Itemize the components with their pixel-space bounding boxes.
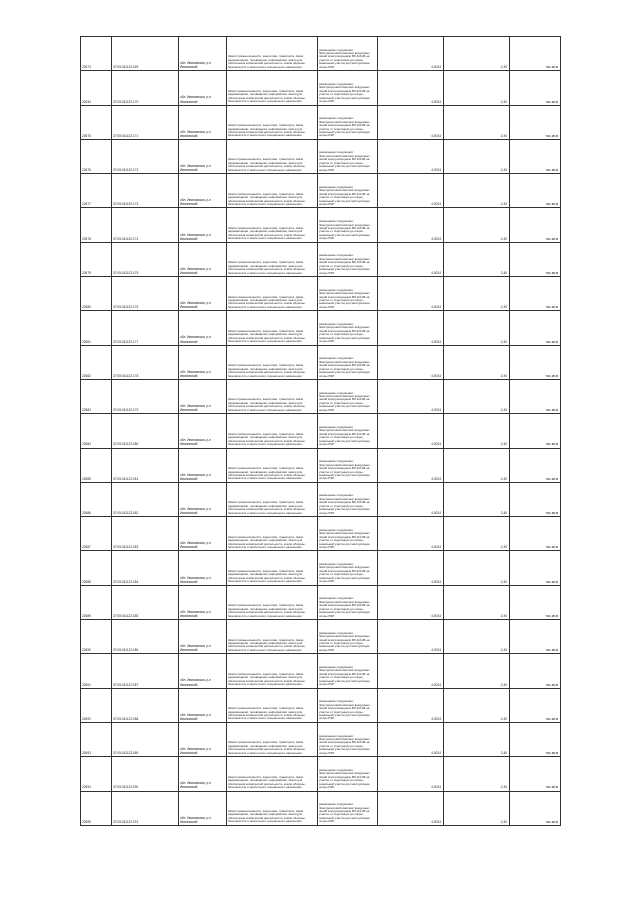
- row-number-cell: 22687: [81, 517, 112, 551]
- unit-cell: тыс.кв.м: [510, 517, 561, 551]
- land-category-cell: Земли промышленности, энергетики, транспорта, связи, радиовещания, телевидения, информатики, земли для обеспечения космической деятельности, земли обороны, безопасности и земли иного специального назначения: [227, 379, 318, 413]
- value-cell: 2,40: [444, 277, 510, 311]
- table-row: [81, 345, 561, 379]
- unit-cell: тыс.кв.м: [510, 174, 561, 208]
- value-cell: 2,40: [444, 208, 510, 242]
- cadastral-number-cell: 37:05:011122:176: [112, 277, 179, 311]
- land-category-cell: Земли промышленности, энергетики, транспорта, связи, радиовещания, телевидения, информатики, земли для обеспечения космической деятельности, земли обороны, безопасности и земли иного специального назначения: [227, 242, 318, 276]
- unit-cell: тыс.кв.м: [510, 551, 561, 585]
- row-number-cell: 22691: [81, 654, 112, 688]
- land-category-cell: Земли промышленности, энергетики, транспорта, связи, радиовещания, телевидения, информатики, земли для обеспечения космической деятельности, земли обороны, безопасности и земли иного специального назначения: [227, 654, 318, 688]
- row-number-cell: 22683: [81, 379, 112, 413]
- address-cell: обл. Ивановская, р-н Ивановский: [179, 105, 227, 139]
- address-cell: обл. Ивановская, р-н Ивановский: [179, 71, 227, 105]
- area-cell: 4,0024: [378, 791, 444, 825]
- permitted-use-cell: размещение сооружения: Электросетевой комплекс воздушных линий электропередачи ВЛ-110 кВ на участке от подстанции до опоры, земельный участок для эксплуатации опоры ЛЭП: [318, 757, 378, 791]
- table-row: [81, 585, 561, 619]
- cadastral-number-cell: 37:05:011122:191: [112, 791, 179, 825]
- permitted-use-cell: размещение сооружения: Электросетевой комплекс воздушных линий электропередачи ВЛ-110 кВ на участке от подстанции до опоры, земельный участок для эксплуатации опоры ЛЭП: [318, 105, 378, 139]
- cadastral-number-cell: 37:05:011122:183: [112, 517, 179, 551]
- address-cell: обл. Ивановская, р-н Ивановский: [179, 379, 227, 413]
- cadastral-number-cell: 37:05:011122:173: [112, 174, 179, 208]
- land-category-cell: Земли промышленности, энергетики, транспорта, связи, радиовещания, телевидения, информатики, земли для обеспечения космической деятельности, земли обороны, безопасности и земли иного специального назначения: [227, 277, 318, 311]
- table-row: [81, 722, 561, 756]
- area-cell: 4,0024: [378, 105, 444, 139]
- area-cell: 4,0024: [378, 722, 444, 756]
- value-cell: 2,40: [444, 722, 510, 756]
- unit-cell: тыс.кв.м: [510, 482, 561, 516]
- address-cell: обл. Ивановская, р-н Ивановский: [179, 585, 227, 619]
- address-cell: обл. Ивановская, р-н Ивановский: [179, 688, 227, 722]
- land-category-cell: Земли промышленности, энергетики, транспорта, связи, радиовещания, телевидения, информатики, земли для обеспечения космической деятельности, земли обороны, безопасности и земли иного специального назначения: [227, 722, 318, 756]
- address-cell: обл. Ивановская, р-н Ивановский: [179, 722, 227, 756]
- address-cell: обл. Ивановская, р-н Ивановский: [179, 517, 227, 551]
- area-cell: 4,0024: [378, 37, 444, 71]
- permitted-use-cell: размещение сооружения: Электросетевой комплекс воздушных линий электропередачи ВЛ-110 кВ на участке от подстанции до опоры, земельный участок для эксплуатации опоры ЛЭП: [318, 551, 378, 585]
- area-cell: 4,0024: [378, 551, 444, 585]
- value-cell: 2,40: [444, 105, 510, 139]
- area-cell: 4,0024: [378, 345, 444, 379]
- cadastral-number-cell: 37:05:011122:188: [112, 688, 179, 722]
- row-number-cell: 22678: [81, 208, 112, 242]
- address-cell: обл. Ивановская, р-н Ивановский: [179, 654, 227, 688]
- unit-cell: тыс.кв.м: [510, 722, 561, 756]
- unit-cell: тыс.кв.м: [510, 311, 561, 345]
- table-row: [81, 757, 561, 791]
- value-cell: 2,40: [444, 620, 510, 654]
- table-row: [81, 791, 561, 825]
- cadastral-number-cell: 37:05:011122:178: [112, 345, 179, 379]
- table-row: [81, 208, 561, 242]
- table-row: [81, 620, 561, 654]
- land-category-cell: Земли промышленности, энергетики, транспорта, связи, радиовещания, телевидения, информатики, земли для обеспечения космической деятельности, земли обороны, безопасности и земли иного специального назначения: [227, 482, 318, 516]
- value-cell: 2,40: [444, 551, 510, 585]
- value-cell: 2,40: [444, 688, 510, 722]
- cadastral-number-cell: 37:05:011122:190: [112, 757, 179, 791]
- value-cell: 2,40: [444, 242, 510, 276]
- table-row: [81, 551, 561, 585]
- row-number-cell: 22682: [81, 345, 112, 379]
- permitted-use-cell: размещение сооружения: Электросетевой комплекс воздушных линий электропередачи ВЛ-110 кВ на участке от подстанции до опоры, земельный участок для эксплуатации опоры ЛЭП: [318, 311, 378, 345]
- land-category-cell: Земли промышленности, энергетики, транспорта, связи, радиовещания, телевидения, информатики, земли для обеспечения космической деятельности, земли обороны, безопасности и земли иного специального назначения: [227, 688, 318, 722]
- row-number-cell: 22692: [81, 688, 112, 722]
- unit-cell: тыс.кв.м: [510, 37, 561, 71]
- area-cell: 4,0024: [378, 517, 444, 551]
- address-cell: обл. Ивановская, р-н Ивановский: [179, 791, 227, 825]
- area-cell: 4,0024: [378, 620, 444, 654]
- row-number-cell: 22675: [81, 105, 112, 139]
- cadastral-number-cell: 37:05:011122:171: [112, 105, 179, 139]
- permitted-use-cell: размещение сооружения: Электросетевой комплекс воздушных линий электропередачи ВЛ-110 кВ на участке от подстанции до опоры, земельный участок для эксплуатации опоры ЛЭП: [318, 688, 378, 722]
- value-cell: 2,40: [444, 654, 510, 688]
- value-cell: 2,40: [444, 448, 510, 482]
- row-number-cell: 22673: [81, 37, 112, 71]
- row-number-cell: 22695: [81, 791, 112, 825]
- table-row: [81, 105, 561, 139]
- land-category-cell: Земли промышленности, энергетики, транспорта, связи, радиовещания, телевидения, информатики, земли для обеспечения космической деятельности, земли обороны, безопасности и земли иного специального назначения: [227, 71, 318, 105]
- permitted-use-cell: размещение сооружения: Электросетевой комплекс воздушных линий электропередачи ВЛ-110 кВ на участке от подстанции до опоры, земельный участок для эксплуатации опоры ЛЭП: [318, 722, 378, 756]
- permitted-use-cell: размещение сооружения: Электросетевой комплекс воздушных линий электропередачи ВЛ-110 кВ на участке от подстанции до опоры, земельный участок для эксплуатации опоры ЛЭП: [318, 517, 378, 551]
- row-number-cell: 22694: [81, 757, 112, 791]
- table-row: [81, 654, 561, 688]
- land-category-cell: Земли промышленности, энергетики, транспорта, связи, радиовещания, телевидения, информатики, земли для обеспечения космической деятельности, земли обороны, безопасности и земли иного специального назначения: [227, 414, 318, 448]
- unit-cell: тыс.кв.м: [510, 242, 561, 276]
- permitted-use-cell: размещение сооружения: Электросетевой комплекс воздушных линий электропередачи ВЛ-110 кВ на участке от подстанции до опоры, земельный участок для эксплуатации опоры ЛЭП: [318, 448, 378, 482]
- address-cell: обл. Ивановская, р-н Ивановский: [179, 174, 227, 208]
- permitted-use-cell: размещение сооружения: Электросетевой комплекс воздушных линий электропередачи ВЛ-110 кВ на участке от подстанции до опоры, земельный участок для эксплуатации опоры ЛЭП: [318, 791, 378, 825]
- table-row: [81, 242, 561, 276]
- cadastral-number-cell: 37:05:011122:182: [112, 482, 179, 516]
- address-cell: обл. Ивановская, р-н Ивановский: [179, 277, 227, 311]
- row-number-cell: 22679: [81, 242, 112, 276]
- land-plot-table: [80, 36, 561, 826]
- area-cell: 4,0024: [378, 482, 444, 516]
- area-cell: 4,0024: [378, 654, 444, 688]
- row-number-cell: 22676: [81, 139, 112, 173]
- permitted-use-cell: размещение сооружения: Электросетевой комплекс воздушных линий электропередачи ВЛ-110 кВ на участке от подстанции до опоры, земельный участок для эксплуатации опоры ЛЭП: [318, 585, 378, 619]
- area-cell: 4,0024: [378, 71, 444, 105]
- permitted-use-cell: размещение сооружения: Электросетевой комплекс воздушных линий электропередачи ВЛ-110 кВ на участке от подстанции до опоры, земельный участок для эксплуатации опоры ЛЭП: [318, 139, 378, 173]
- area-cell: 4,0024: [378, 585, 444, 619]
- address-cell: обл. Ивановская, р-н Ивановский: [179, 311, 227, 345]
- land-category-cell: Земли промышленности, энергетики, транспорта, связи, радиовещания, телевидения, информатики, земли для обеспечения космической деятельности, земли обороны, безопасности и земли иного специального назначения: [227, 448, 318, 482]
- address-cell: обл. Ивановская, р-н Ивановский: [179, 345, 227, 379]
- unit-cell: тыс.кв.м: [510, 448, 561, 482]
- cadastral-number-cell: 37:05:011122:175: [112, 242, 179, 276]
- value-cell: 2,40: [444, 379, 510, 413]
- permitted-use-cell: размещение сооружения: Электросетевой комплекс воздушных линий электропередачи ВЛ-110 кВ на участке от подстанции до опоры, земельный участок для эксплуатации опоры ЛЭП: [318, 242, 378, 276]
- land-category-cell: Земли промышленности, энергетики, транспорта, связи, радиовещания, телевидения, информатики, земли для обеспечения космической деятельности, земли обороны, безопасности и земли иного специального назначения: [227, 37, 318, 71]
- cadastral-number-cell: 37:05:011122:185: [112, 585, 179, 619]
- area-cell: 4,0024: [378, 242, 444, 276]
- area-cell: 4,0024: [378, 174, 444, 208]
- value-cell: 2,40: [444, 345, 510, 379]
- row-number-cell: 22685: [81, 448, 112, 482]
- area-cell: 4,0024: [378, 688, 444, 722]
- area-cell: 4,0024: [378, 757, 444, 791]
- cadastral-number-cell: 37:05:011122:174: [112, 208, 179, 242]
- land-category-cell: Земли промышленности, энергетики, транспорта, связи, радиовещания, телевидения, информатики, земли для обеспечения космической деятельности, земли обороны, безопасности и земли иного специального назначения: [227, 345, 318, 379]
- area-cell: 4,0024: [378, 379, 444, 413]
- land-category-cell: Земли промышленности, энергетики, транспорта, связи, радиовещания, телевидения, информатики, земли для обеспечения космической деятельности, земли обороны, безопасности и земли иного специального назначения: [227, 208, 318, 242]
- permitted-use-cell: размещение сооружения: Электросетевой комплекс воздушных линий электропередачи ВЛ-110 кВ на участке от подстанции до опоры, земельный участок для эксплуатации опоры ЛЭП: [318, 482, 378, 516]
- cadastral-number-cell: 37:05:011122:177: [112, 311, 179, 345]
- address-cell: обл. Ивановская, р-н Ивановский: [179, 414, 227, 448]
- land-category-cell: Земли промышленности, энергетики, транспорта, связи, радиовещания, телевидения, информатики, земли для обеспечения космической деятельности, земли обороны, безопасности и земли иного специального назначения: [227, 551, 318, 585]
- permitted-use-cell: размещение сооружения: Электросетевой комплекс воздушных линий электропередачи ВЛ-110 кВ на участке от подстанции до опоры, земельный участок для эксплуатации опоры ЛЭП: [318, 414, 378, 448]
- area-cell: 4,0024: [378, 448, 444, 482]
- permitted-use-cell: размещение сооружения: Электросетевой комплекс воздушных линий электропередачи ВЛ-110 кВ на участке от подстанции до опоры, земельный участок для эксплуатации опоры ЛЭП: [318, 208, 378, 242]
- table-row: [81, 517, 561, 551]
- area-cell: 4,0024: [378, 311, 444, 345]
- value-cell: 2,40: [444, 139, 510, 173]
- land-category-cell: Земли промышленности, энергетики, транспорта, связи, радиовещания, телевидения, информатики, земли для обеспечения космической деятельности, земли обороны, безопасности и земли иного специального назначения: [227, 174, 318, 208]
- table-row: [81, 174, 561, 208]
- cadastral-number-cell: 37:05:011122:186: [112, 620, 179, 654]
- unit-cell: тыс.кв.м: [510, 791, 561, 825]
- address-cell: обл. Ивановская, р-н Ивановский: [179, 242, 227, 276]
- unit-cell: тыс.кв.м: [510, 757, 561, 791]
- table-row: [81, 71, 561, 105]
- table-row: [81, 688, 561, 722]
- unit-cell: тыс.кв.м: [510, 105, 561, 139]
- address-cell: обл. Ивановская, р-н Ивановский: [179, 139, 227, 173]
- unit-cell: тыс.кв.м: [510, 620, 561, 654]
- land-category-cell: Земли промышленности, энергетики, транспорта, связи, радиовещания, телевидения, информатики, земли для обеспечения космической деятельности, земли обороны, безопасности и земли иного специального назначения: [227, 620, 318, 654]
- row-number-cell: 22684: [81, 414, 112, 448]
- permitted-use-cell: размещение сооружения: Электросетевой комплекс воздушных линий электропередачи ВЛ-110 кВ на участке от подстанции до опоры, земельный участок для эксплуатации опоры ЛЭП: [318, 379, 378, 413]
- cadastral-number-cell: 37:05:011122:169: [112, 37, 179, 71]
- unit-cell: тыс.кв.м: [510, 414, 561, 448]
- table-row: [81, 37, 561, 71]
- value-cell: 2,40: [444, 414, 510, 448]
- table-row: [81, 277, 561, 311]
- table-row: [81, 379, 561, 413]
- row-number-cell: 22689: [81, 585, 112, 619]
- address-cell: обл. Ивановская, р-н Ивановский: [179, 448, 227, 482]
- area-cell: 4,0024: [378, 277, 444, 311]
- address-cell: обл. Ивановская, р-н Ивановский: [179, 757, 227, 791]
- land-category-cell: Земли промышленности, энергетики, транспорта, связи, радиовещания, телевидения, информатики, земли для обеспечения космической деятельности, земли обороны, безопасности и земли иного специального назначения: [227, 757, 318, 791]
- land-category-cell: Земли промышленности, энергетики, транспорта, связи, радиовещания, телевидения, информатики, земли для обеспечения космической деятельности, земли обороны, безопасности и земли иного специального назначения: [227, 791, 318, 825]
- unit-cell: тыс.кв.м: [510, 71, 561, 105]
- address-cell: обл. Ивановская, р-н Ивановский: [179, 551, 227, 585]
- unit-cell: тыс.кв.м: [510, 139, 561, 173]
- value-cell: 2,40: [444, 757, 510, 791]
- cadastral-number-cell: 37:05:011122:189: [112, 722, 179, 756]
- address-cell: обл. Ивановская, р-н Ивановский: [179, 37, 227, 71]
- land-category-cell: Земли промышленности, энергетики, транспорта, связи, радиовещания, телевидения, информатики, земли для обеспечения космической деятельности, земли обороны, безопасности и земли иного специального назначения: [227, 139, 318, 173]
- cadastral-number-cell: 37:05:011122:172: [112, 139, 179, 173]
- unit-cell: тыс.кв.м: [510, 379, 561, 413]
- area-cell: 4,0024: [378, 139, 444, 173]
- cadastral-number-cell: 37:05:011122:181: [112, 448, 179, 482]
- value-cell: 2,40: [444, 517, 510, 551]
- address-cell: обл. Ивановская, р-н Ивановский: [179, 208, 227, 242]
- table-row: [81, 482, 561, 516]
- address-cell: обл. Ивановская, р-н Ивановский: [179, 620, 227, 654]
- row-number-cell: 22680: [81, 277, 112, 311]
- table-row: [81, 139, 561, 173]
- permitted-use-cell: размещение сооружения: Электросетевой комплекс воздушных линий электропередачи ВЛ-110 кВ на участке от подстанции до опоры, земельный участок для эксплуатации опоры ЛЭП: [318, 654, 378, 688]
- row-number-cell: 22690: [81, 620, 112, 654]
- row-number-cell: 22634: [81, 71, 112, 105]
- row-number-cell: 22693: [81, 722, 112, 756]
- row-number-cell: 22677: [81, 174, 112, 208]
- row-number-cell: 22686: [81, 482, 112, 516]
- value-cell: 2,40: [444, 585, 510, 619]
- permitted-use-cell: размещение сооружения: Электросетевой комплекс воздушных линий электропередачи ВЛ-110 кВ на участке от подстанции до опоры, земельный участок для эксплуатации опоры ЛЭП: [318, 345, 378, 379]
- table-body: [81, 37, 561, 826]
- value-cell: 2,40: [444, 311, 510, 345]
- value-cell: 2,40: [444, 791, 510, 825]
- unit-cell: тыс.кв.м: [510, 208, 561, 242]
- cadastral-number-cell: 37:05:011122:187: [112, 654, 179, 688]
- table-row: [81, 448, 561, 482]
- value-cell: 2,40: [444, 71, 510, 105]
- value-cell: 2,40: [444, 174, 510, 208]
- land-category-cell: Земли промышленности, энергетики, транспорта, связи, радиовещания, телевидения, информатики, земли для обеспечения космической деятельности, земли обороны, безопасности и земли иного специального назначения: [227, 517, 318, 551]
- cadastral-number-cell: 37:05:011122:170: [112, 71, 179, 105]
- land-category-cell: Земли промышленности, энергетики, транспорта, связи, радиовещания, телевидения, информатики, земли для обеспечения космической деятельности, земли обороны, безопасности и земли иного специального назначения: [227, 585, 318, 619]
- row-number-cell: 22681: [81, 311, 112, 345]
- permitted-use-cell: размещение сооружения: Электросетевой комплекс воздушных линий электропередачи ВЛ-110 кВ на участке от подстанции до опоры, земельный участок для эксплуатации опоры ЛЭП: [318, 277, 378, 311]
- permitted-use-cell: размещение сооружения: Электросетевой комплекс воздушных линий электропередачи ВЛ-110 кВ на участке от подстанции до опоры, земельный участок для эксплуатации опоры ЛЭП: [318, 174, 378, 208]
- area-cell: 4,0024: [378, 414, 444, 448]
- permitted-use-cell: размещение сооружения: Электросетевой комплекс воздушных линий электропередачи ВЛ-110 кВ на участке от подстанции до опоры, земельный участок для эксплуатации опоры ЛЭП: [318, 620, 378, 654]
- cadastral-number-cell: 37:05:011122:179: [112, 379, 179, 413]
- unit-cell: тыс.кв.м: [510, 277, 561, 311]
- table-row: [81, 414, 561, 448]
- value-cell: 2,40: [444, 37, 510, 71]
- permitted-use-cell: размещение сооружения: Электросетевой комплекс воздушных линий электропередачи ВЛ-110 кВ на участке от подстанции до опоры, земельный участок для эксплуатации опоры ЛЭП: [318, 37, 378, 71]
- permitted-use-cell: размещение сооружения: Электросетевой комплекс воздушных линий электропередачи ВЛ-110 кВ на участке от подстанции до опоры, земельный участок для эксплуатации опоры ЛЭП: [318, 71, 378, 105]
- unit-cell: тыс.кв.м: [510, 345, 561, 379]
- address-cell: обл. Ивановская, р-н Ивановский: [179, 482, 227, 516]
- table-row: [81, 311, 561, 345]
- unit-cell: тыс.кв.м: [510, 585, 561, 619]
- unit-cell: тыс.кв.м: [510, 654, 561, 688]
- cadastral-number-cell: 37:05:011122:184: [112, 551, 179, 585]
- cadastral-number-cell: 37:05:011122:180: [112, 414, 179, 448]
- unit-cell: тыс.кв.м: [510, 688, 561, 722]
- value-cell: 2,40: [444, 482, 510, 516]
- land-category-cell: Земли промышленности, энергетики, транспорта, связи, радиовещания, телевидения, информатики, земли для обеспечения космической деятельности, земли обороны, безопасности и земли иного специального назначения: [227, 311, 318, 345]
- row-number-cell: 22688: [81, 551, 112, 585]
- land-category-cell: Земли промышленности, энергетики, транспорта, связи, радиовещания, телевидения, информатики, земли для обеспечения космической деятельности, земли обороны, безопасности и земли иного специального назначения: [227, 105, 318, 139]
- area-cell: 4,0024: [378, 208, 444, 242]
